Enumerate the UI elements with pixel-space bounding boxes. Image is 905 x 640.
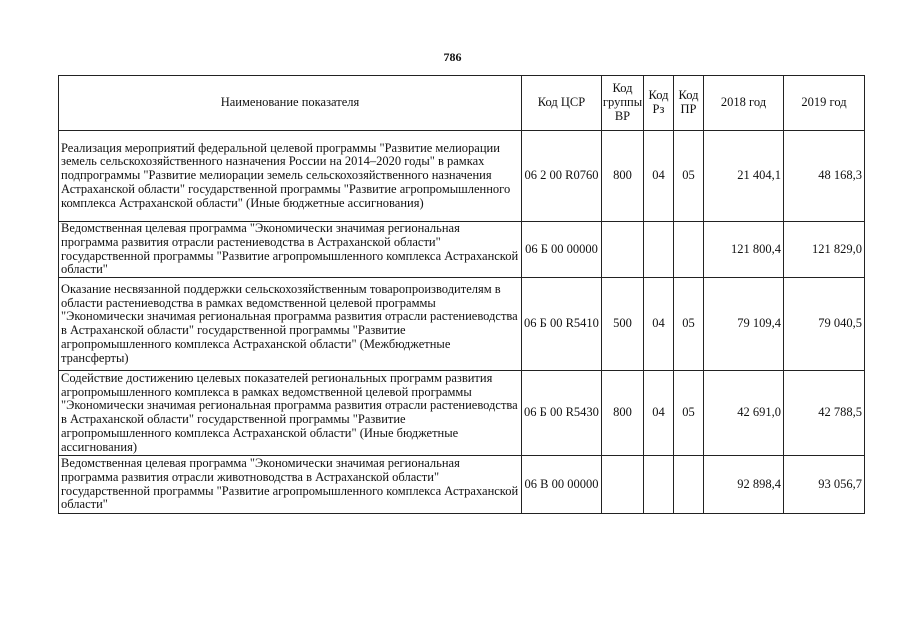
amount-2018: 21 404,1 (704, 131, 784, 222)
indicator-name: Реализация мероприятий федеральной целевой программы "Развитие мелиорации земель сельскохозяйственного назначения России на 2014–2020 годы" в рамках подпрограммы "Развитие мелиорации земель сельскохозяйственного назначения Астраханской области" государственной программы "Развитие агропромышленного комплекса Астраханской области" (Иные бюджетные ассигнования) (59, 131, 522, 222)
amount-2019: 79 040,5 (784, 278, 865, 371)
table-header-row (59, 76, 865, 131)
table-row (59, 371, 865, 456)
indicator-name: Ведомственная целевая программа "Экономически значимая региональная программа развития отрасли животноводства в Астраханской области" государственной программы "Развитие агропромышленного комплекса Астраханской области" (59, 456, 522, 514)
amount-2019: 121 829,0 (784, 222, 865, 278)
amount-2018: 121 800,4 (704, 222, 784, 278)
table-row (59, 456, 865, 514)
rz-code (644, 222, 674, 278)
budget-table (58, 75, 865, 514)
csr-code: 06 В 00 00000 (522, 456, 602, 514)
vr-code (602, 456, 644, 514)
table-row (59, 222, 865, 278)
csr-code: 06 Б 00 R5430 (522, 371, 602, 456)
rz-code (644, 456, 674, 514)
header-csr-code: Код ЦСР (522, 76, 602, 131)
rz-code: 04 (644, 371, 674, 456)
header-rz-code: Код Рз (644, 76, 674, 131)
amount-2019: 93 056,7 (784, 456, 865, 514)
csr-code: 06 Б 00 00000 (522, 222, 602, 278)
pr-code: 05 (674, 371, 704, 456)
header-pr-code: Код ПР (674, 76, 704, 131)
csr-code: 06 Б 00 R5410 (522, 278, 602, 371)
table-row (59, 278, 865, 371)
indicator-name: Ведомственная целевая программа "Экономически значимая региональная программа развития отрасли растениеводства в Астраханской области" государственной программы "Развитие агропромышленного комплекса Астраханской области" (59, 222, 522, 278)
vr-code: 500 (602, 278, 644, 371)
rz-code: 04 (644, 278, 674, 371)
indicator-name: Содействие достижению целевых показателей региональных программ развития агропромышленного комплекса в рамках ведомственной целевой программы "Экономически значимая региональная программа развития отрасли растениеводства в Астраханской области" государственной программы "Развитие агропромышленного комплекса Астраханской области" (Иные бюджетные ассигнования) (59, 371, 522, 456)
pr-code (674, 222, 704, 278)
vr-code: 800 (602, 131, 644, 222)
amount-2019: 48 168,3 (784, 131, 865, 222)
rz-code: 04 (644, 131, 674, 222)
header-name: Наименование показателя (59, 76, 522, 131)
page-number: 786 (443, 50, 462, 64)
header-year-2019: 2019 год (784, 76, 865, 131)
header-vr-code: Код группы ВР (602, 76, 644, 131)
table-row (59, 131, 865, 222)
amount-2018: 42 691,0 (704, 371, 784, 456)
csr-code: 06 2 00 R0760 (522, 131, 602, 222)
amount-2019: 42 788,5 (784, 371, 865, 456)
header-year-2018: 2018 год (704, 76, 784, 131)
pr-code: 05 (674, 278, 704, 371)
pr-code: 05 (674, 131, 704, 222)
amount-2018: 79 109,4 (704, 278, 784, 371)
pr-code (674, 456, 704, 514)
amount-2018: 92 898,4 (704, 456, 784, 514)
vr-code: 800 (602, 371, 644, 456)
indicator-name: Оказание несвязанной поддержки сельскохозяйственным товаропроизводителям в области растениеводства в рамках ведомственной целевой программы "Экономически значимая региональная программа развития отрасли растениеводства в Астраханской области" государственной программы "Развитие агропромышленного комплекса Астраханской области" (Межбюджетные трансферты) (59, 278, 522, 371)
vr-code (602, 222, 644, 278)
